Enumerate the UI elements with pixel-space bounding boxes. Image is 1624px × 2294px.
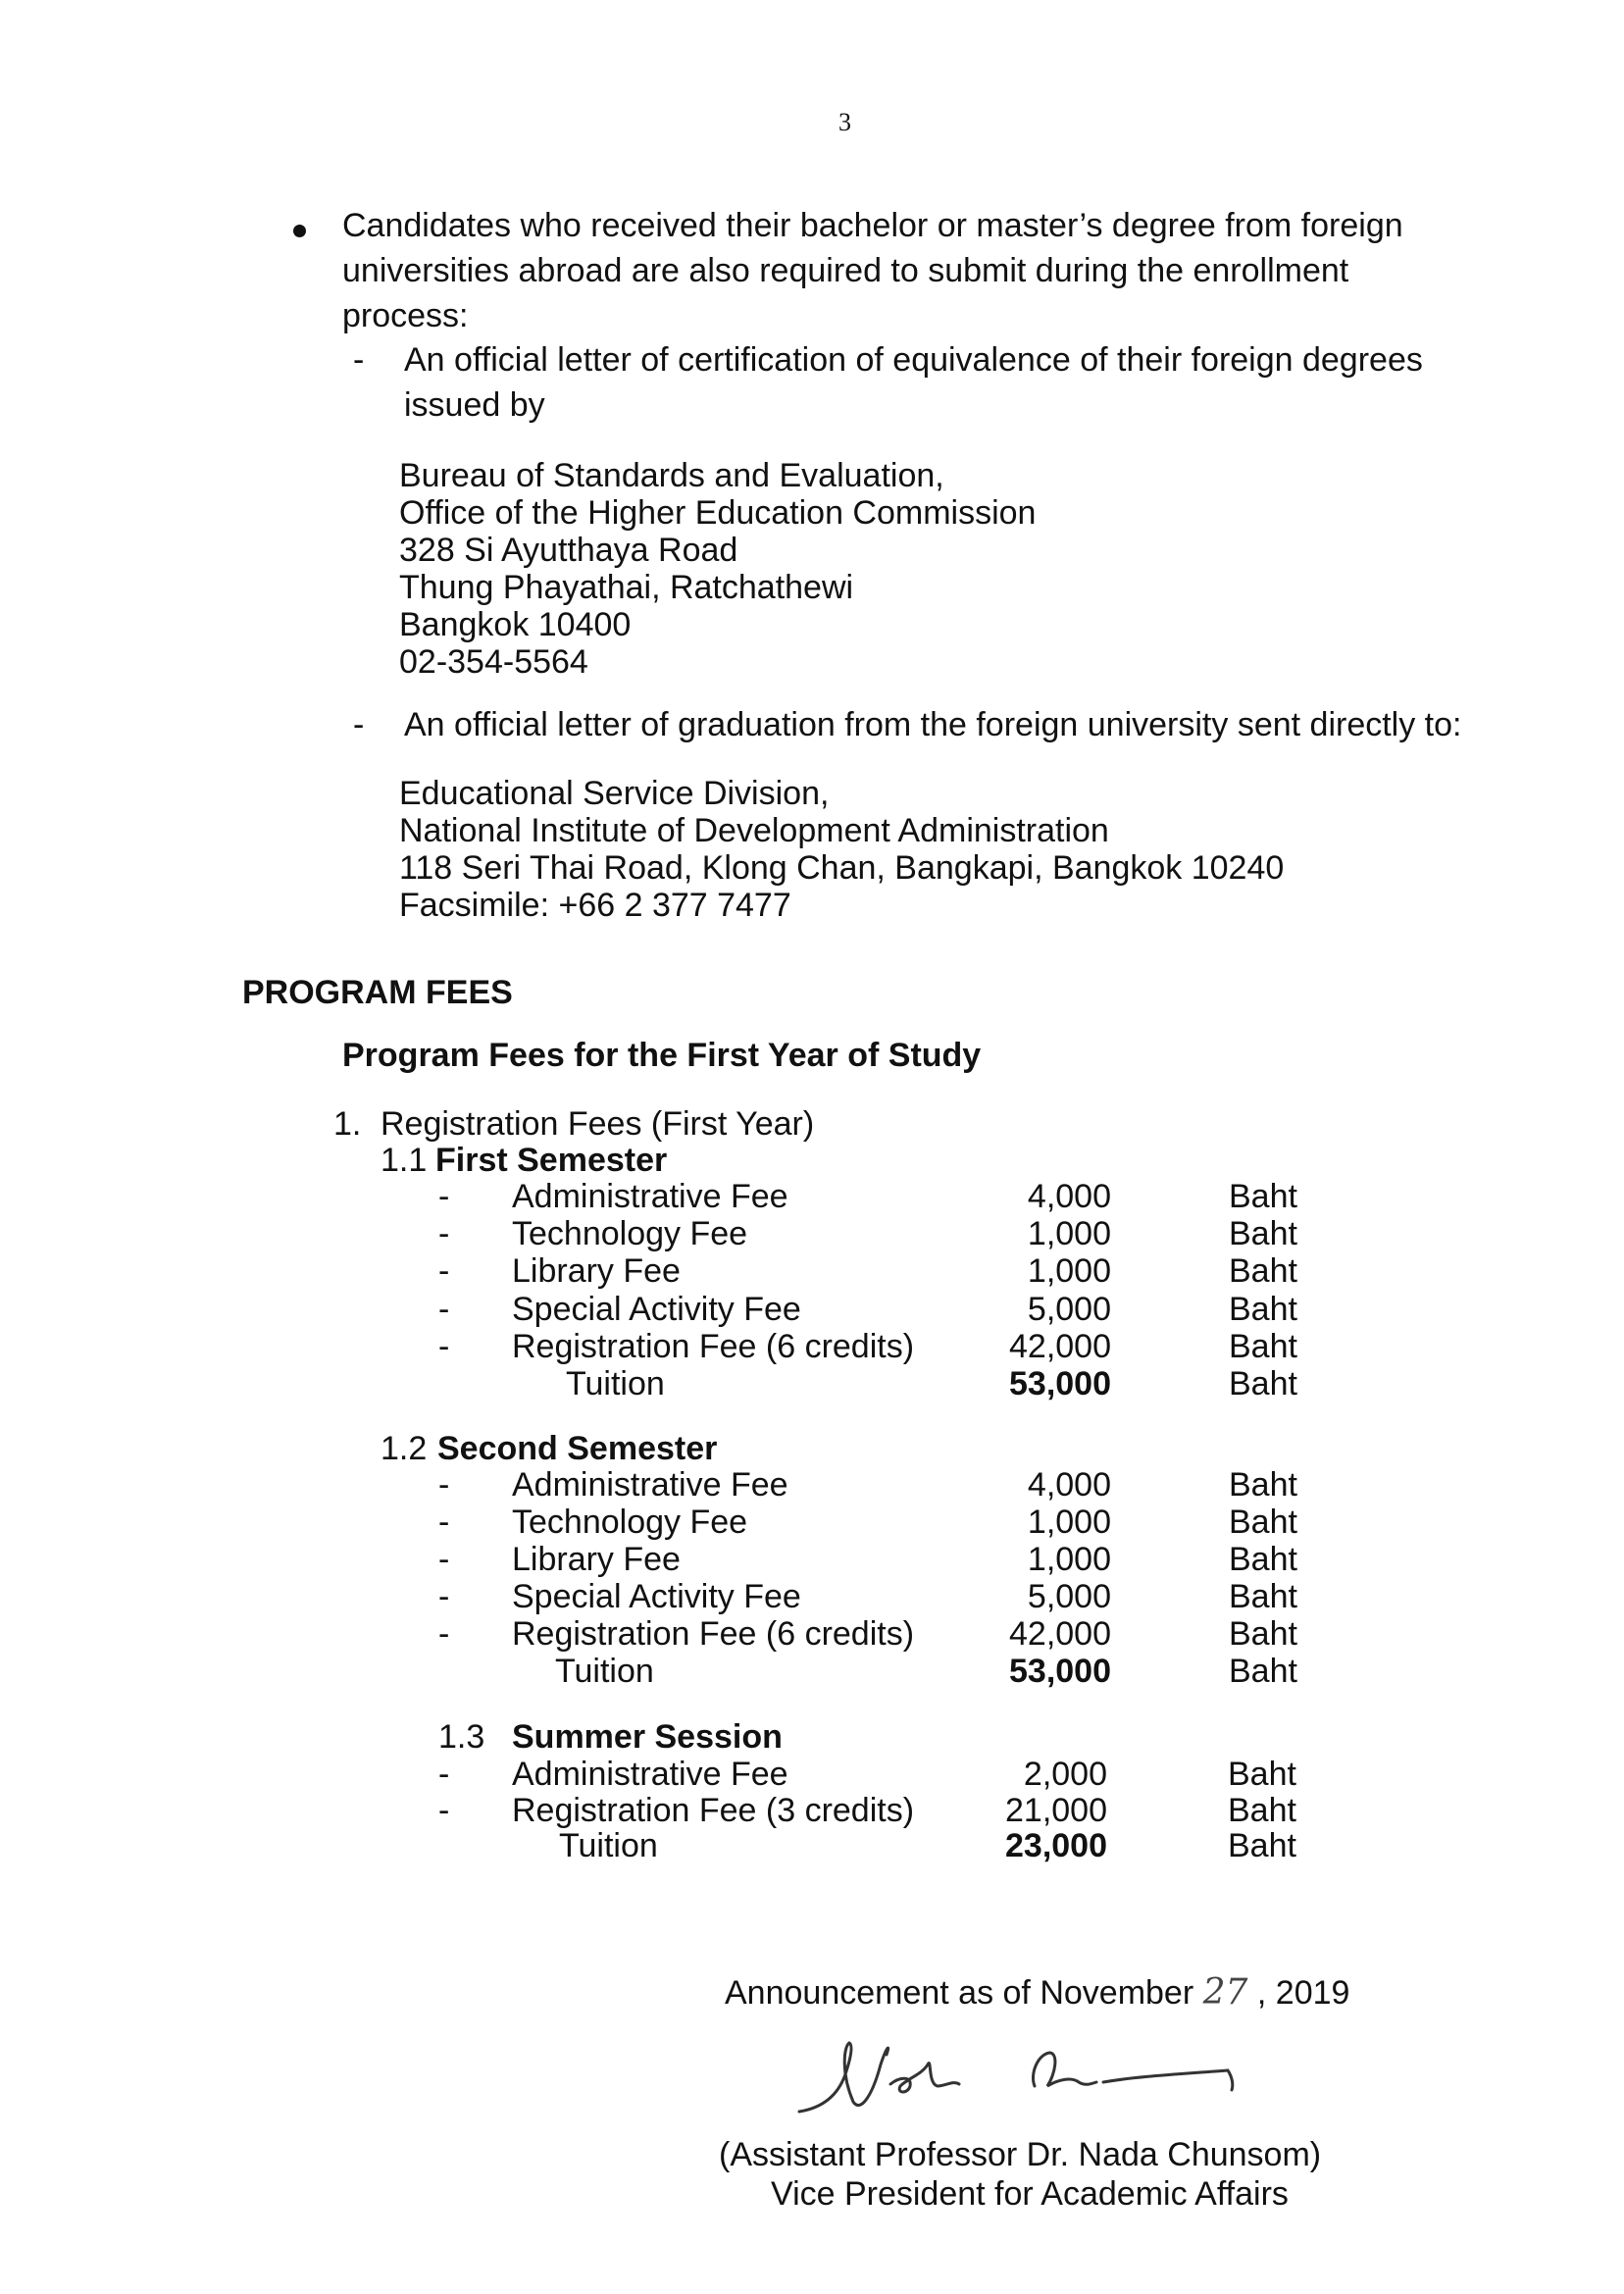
fee-amount: 1,000	[1027, 1541, 1111, 1578]
fee-name: Special Activity Fee	[512, 1291, 801, 1328]
tuition-amount: 53,000	[1009, 1653, 1111, 1690]
address-line: 02-354-5564	[399, 643, 588, 681]
dash-marker: -	[438, 1578, 450, 1615]
tuition-amount: 53,000	[1009, 1365, 1111, 1402]
currency-label: Baht	[1228, 1792, 1296, 1829]
dash-marker: -	[438, 1252, 450, 1290]
dash-marker: -	[438, 1328, 450, 1365]
fee-amount: 1,000	[1027, 1252, 1111, 1290]
dash-marker: -	[438, 1792, 450, 1829]
currency-label: Baht	[1229, 1504, 1297, 1541]
signatory-name: (Assistant Professor Dr. Nada Chunsom)	[719, 2136, 1322, 2173]
fee-amount: 4,000	[1027, 1466, 1111, 1504]
dash-marker: -	[438, 1291, 450, 1328]
handwritten-day: 27	[1202, 1972, 1248, 2013]
dash-marker: -	[353, 706, 365, 743]
currency-label: Baht	[1229, 1615, 1297, 1653]
currency-label: Baht	[1229, 1365, 1297, 1402]
announcement-prefix: Announcement as of November	[725, 1974, 1194, 2012]
fee-amount: 4,000	[1027, 1178, 1111, 1215]
signatory-title: Vice President for Academic Affairs	[771, 2175, 1289, 2213]
dash-marker: -	[438, 1215, 450, 1252]
address-line: Educational Service Division,	[399, 775, 830, 812]
address-line: 328 Si Ayutthaya Road	[399, 532, 738, 569]
bullet-line-3: process:	[342, 297, 469, 334]
address-line: Bureau of Standards and Evaluation,	[399, 457, 944, 494]
fee-name: Special Activity Fee	[512, 1578, 801, 1615]
address-line: Facsimile: +66 2 377 7477	[399, 887, 791, 924]
fee-name: Administrative Fee	[512, 1466, 788, 1504]
tuition-amount: 23,000	[1005, 1827, 1107, 1864]
fee-amount: 5,000	[1027, 1578, 1111, 1615]
currency-label: Baht	[1229, 1291, 1297, 1328]
fee-amount: 2,000	[1023, 1756, 1107, 1793]
announcement-date	[725, 1973, 1349, 2013]
item-1-line-2: issued by	[404, 386, 545, 424]
address-line: Office of the Higher Education Commission	[399, 494, 1037, 532]
dash-marker: -	[438, 1541, 450, 1578]
currency-label: Baht	[1229, 1178, 1297, 1215]
tuition-label: Tuition	[559, 1827, 658, 1864]
section-title: Registration Fees (First Year)	[381, 1105, 815, 1143]
fee-name: Administrative Fee	[512, 1756, 788, 1793]
fee-amount: 1,000	[1027, 1215, 1111, 1252]
fee-amount: 5,000	[1027, 1291, 1111, 1328]
address-line: 118 Seri Thai Road, Klong Chan, Bangkapi, Bangkok 10240	[399, 849, 1285, 887]
currency-label: Baht	[1229, 1328, 1297, 1365]
fee-name: Registration Fee (3 credits)	[512, 1792, 915, 1829]
fee-name: Registration Fee (6 credits)	[512, 1615, 915, 1653]
dash-marker: -	[438, 1466, 450, 1504]
address-line: Thung Phayathai, Ratchathewi	[399, 569, 854, 606]
dash-marker: -	[438, 1178, 450, 1215]
currency-label: Baht	[1229, 1252, 1297, 1290]
announcement-year: , 2019	[1256, 1974, 1350, 2012]
semester-number: 1.1	[381, 1142, 428, 1179]
semester-title: Summer Session	[512, 1718, 783, 1756]
currency-label: Baht	[1228, 1827, 1296, 1864]
currency-label: Baht	[1229, 1578, 1297, 1615]
fee-name: Technology Fee	[512, 1504, 748, 1541]
semester-number: 1.2	[381, 1430, 428, 1467]
fee-name: Registration Fee (6 credits)	[512, 1328, 915, 1365]
dash-marker: -	[438, 1504, 450, 1541]
page-number: 3	[838, 108, 851, 136]
fee-amount: 1,000	[1027, 1504, 1111, 1541]
semester-number: 1.3	[438, 1718, 485, 1756]
currency-label: Baht	[1229, 1653, 1297, 1690]
semester-title: First Semester	[435, 1142, 668, 1179]
fee-name: Administrative Fee	[512, 1178, 788, 1215]
fee-amount: 42,000	[1009, 1615, 1111, 1653]
tuition-label: Tuition	[566, 1365, 665, 1402]
dash-marker: -	[438, 1615, 450, 1653]
address-line: Bangkok 10400	[399, 606, 632, 643]
handwritten-signature-icon	[785, 2025, 1255, 2133]
address-line: National Institute of Development Administration	[399, 812, 1109, 849]
currency-label: Baht	[1229, 1541, 1297, 1578]
semester-title: Second Semester	[437, 1430, 718, 1467]
currency-label: Baht	[1229, 1466, 1297, 1504]
currency-label: Baht	[1228, 1756, 1296, 1793]
bullet-line-1: Candidates who received their bachelor or master’s degree from foreign	[342, 207, 1403, 244]
item-1-line-1: An official letter of certification of equivalence of their foreign degrees	[404, 341, 1423, 379]
dash-marker: -	[438, 1756, 450, 1793]
program-fees-heading: PROGRAM FEES	[242, 974, 513, 1011]
fee-name: Technology Fee	[512, 1215, 748, 1252]
bullet-line-2: universities abroad are also required to submit during the enrollment	[342, 252, 1349, 289]
fee-amount: 42,000	[1009, 1328, 1111, 1365]
program-fees-subheading: Program Fees for the First Year of Study	[342, 1037, 982, 1074]
currency-label: Baht	[1229, 1215, 1297, 1252]
fee-name: Library Fee	[512, 1252, 681, 1290]
fee-name: Library Fee	[512, 1541, 681, 1578]
section-number: 1.	[333, 1105, 362, 1143]
fee-amount: 21,000	[1005, 1792, 1107, 1829]
tuition-label: Tuition	[555, 1653, 654, 1690]
dash-marker: -	[353, 341, 365, 379]
item-2-line-1: An official letter of graduation from the foreign university sent directly to:	[404, 706, 1462, 743]
bullet-icon	[293, 225, 306, 237]
